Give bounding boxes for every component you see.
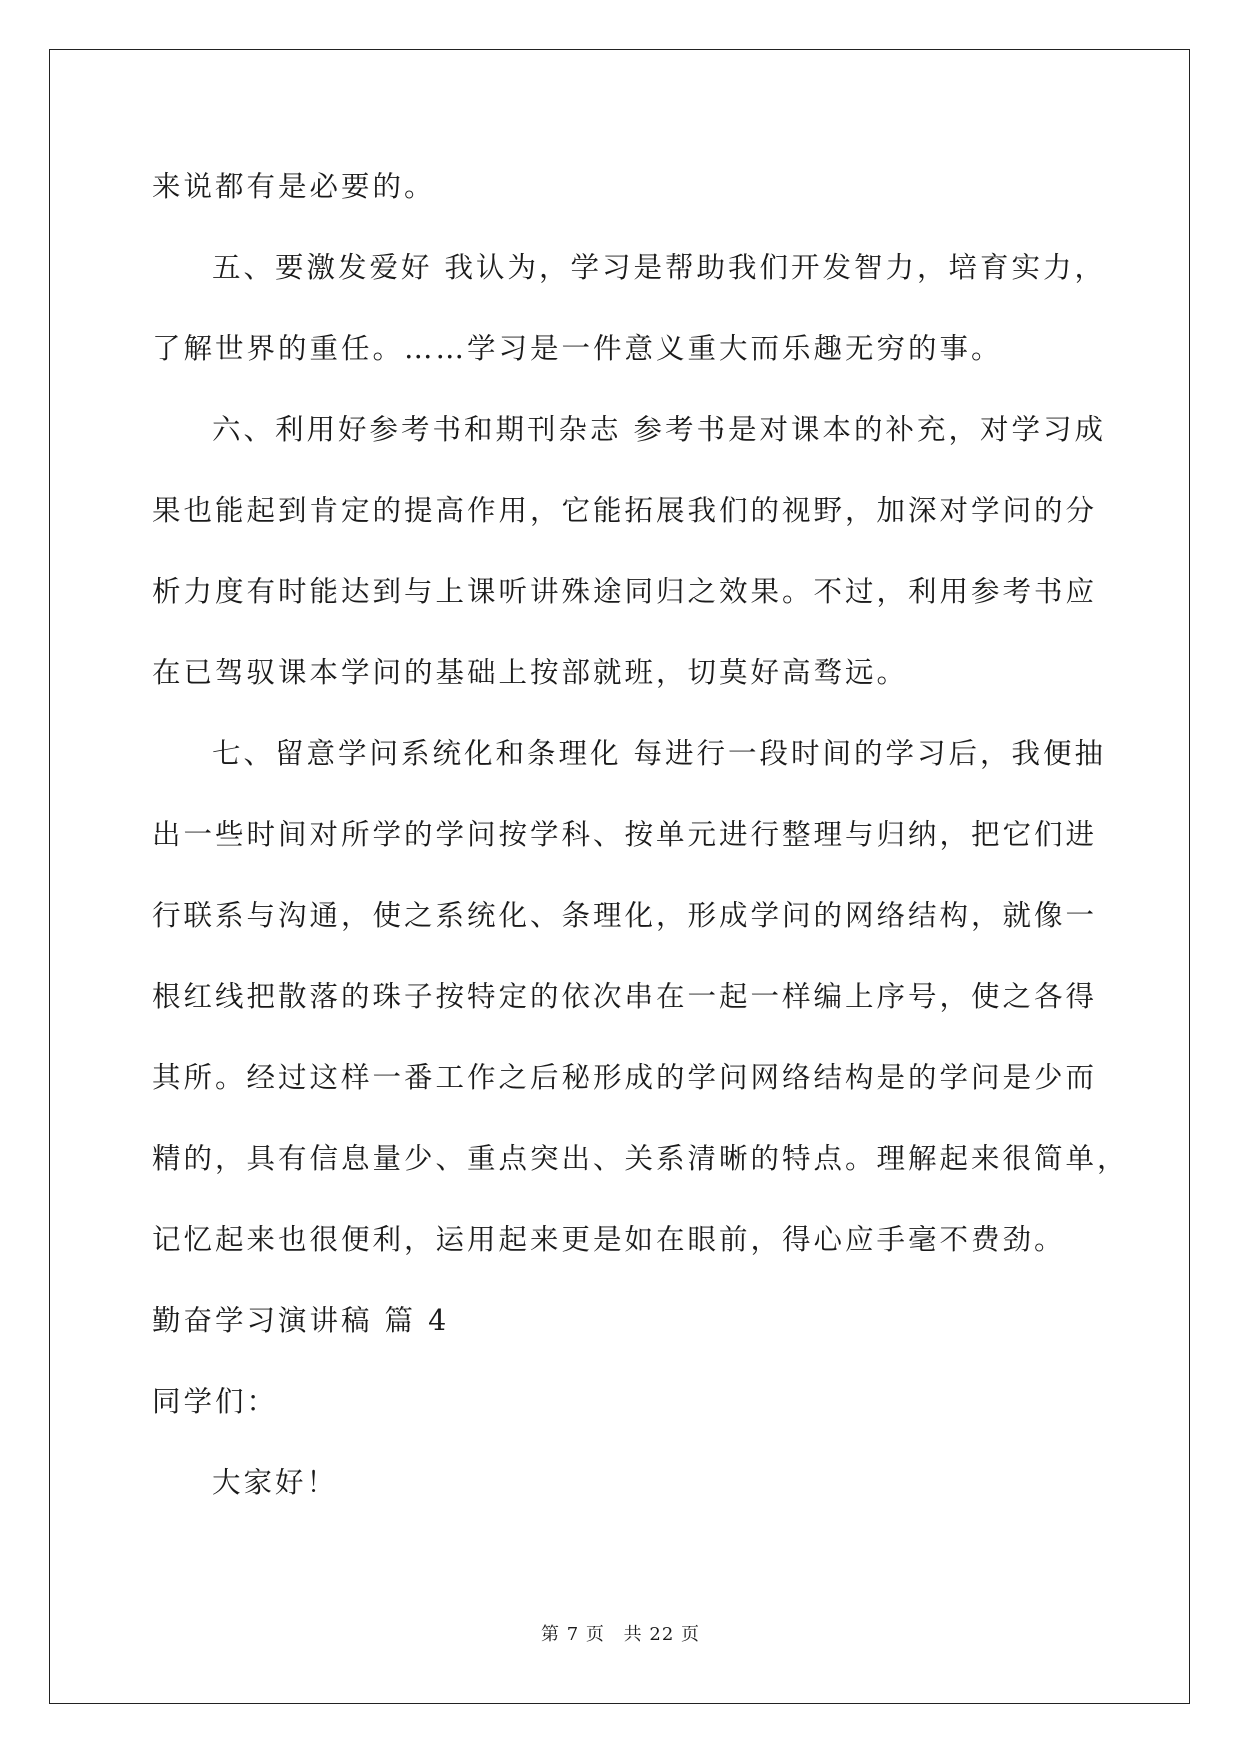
body-line: 五、要激发爱好 我认为，学习是帮助我们开发智力，培育实力， bbox=[212, 251, 1107, 284]
page-footer bbox=[0, 1620, 1241, 1646]
body-line: 根红线把散落的珠子按特定的依次串在一起一样编上序号，使之各得 bbox=[152, 980, 1098, 1013]
body-line: 出一些时间对所学的学问按学科、按单元进行整理与归纳，把它们进 bbox=[152, 818, 1098, 851]
body-line: 六、利用好参考书和期刊杂志 参考书是对课本的补充，对学习成 bbox=[212, 413, 1107, 446]
body-line: 行联系与沟通，使之系统化、条理化，形成学问的网络结构，就像一 bbox=[152, 899, 1098, 932]
body-line: 精的，具有信息量少、重点突出、关系清晰的特点。理解起来很简单， bbox=[152, 1142, 1129, 1175]
body-line: 了解世界的重任。……学习是一件意义重大而乐趣无穷的事。 bbox=[152, 332, 1003, 365]
page-total: 共 22 页 bbox=[623, 1624, 700, 1645]
body-line: 记忆起来也很便利，运用起来更是如在眼前，得心应手毫不费劲。 bbox=[152, 1223, 1066, 1256]
body-line: 在已驾驭课本学问的基础上按部就班，切莫好高骛远。 bbox=[152, 656, 909, 689]
greeting: 大家好！ bbox=[212, 1466, 339, 1499]
body-line: 其所。经过这样一番工作之后秘形成的学问网络结构是的学问是少而 bbox=[152, 1061, 1098, 1094]
body-line: 来说都有是必要的。 bbox=[152, 170, 436, 203]
section-heading: 勤奋学习演讲稿 篇 4 bbox=[152, 1304, 450, 1337]
document-body bbox=[152, 160, 1129, 1537]
page-number: 第 7 页 bbox=[541, 1624, 605, 1645]
body-line: 七、留意学问系统化和条理化 每进行一段时间的学习后，我便抽 bbox=[212, 737, 1107, 770]
body-line: 果也能起到肯定的提高作用，它能拓展我们的视野，加深对学问的分 bbox=[152, 494, 1098, 527]
body-line: 析力度有时能达到与上课听讲殊途同归之效果。不过，利用参考书应 bbox=[152, 575, 1098, 608]
salutation: 同学们： bbox=[152, 1385, 279, 1418]
